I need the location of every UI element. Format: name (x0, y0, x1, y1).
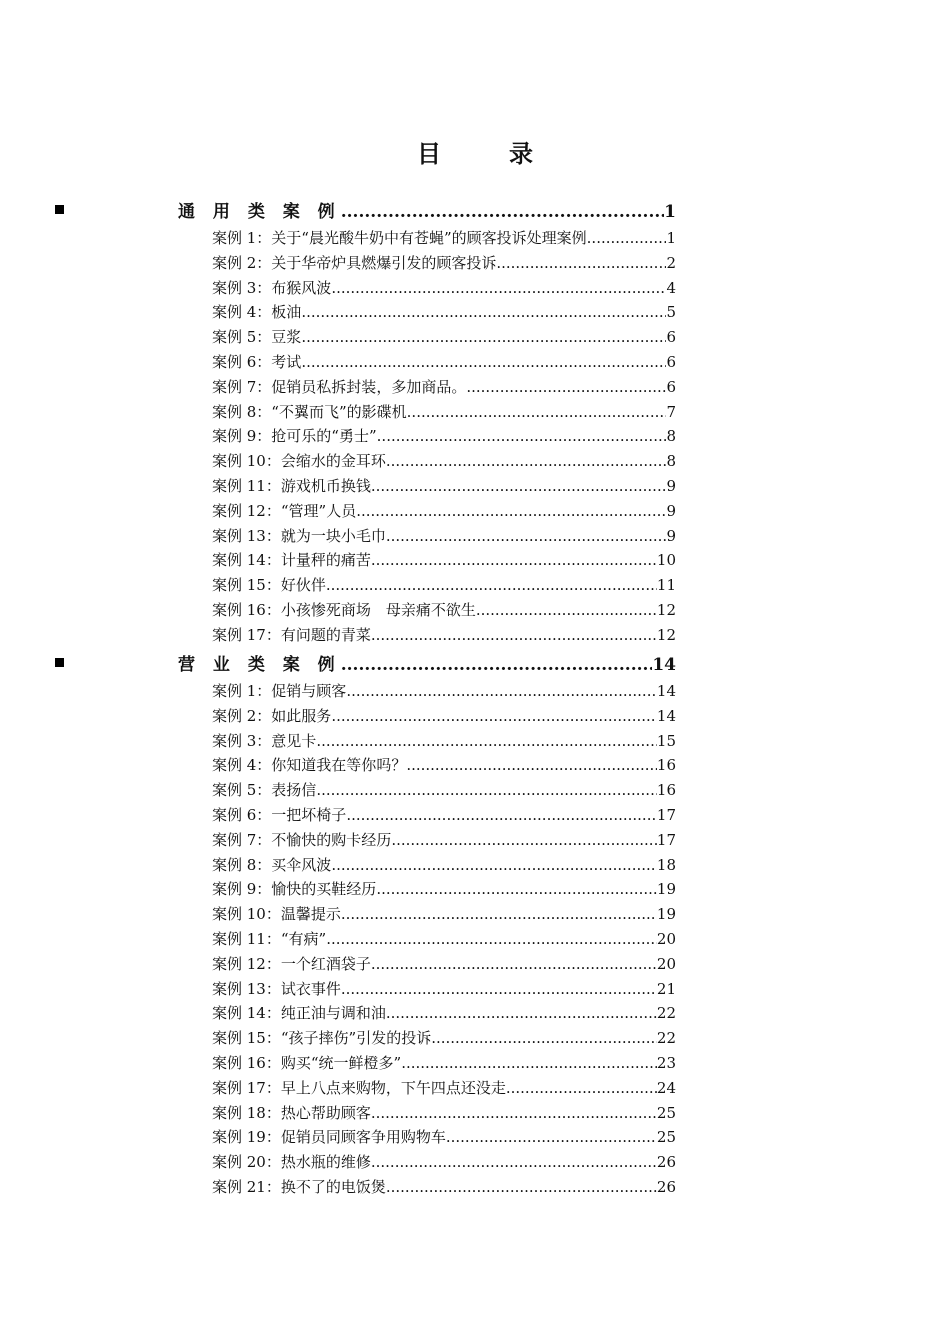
toc-entry[interactable] (212, 804, 676, 826)
toc-entry-page-number: 16 (656, 781, 676, 800)
dot-leader (587, 229, 667, 247)
toc-entry-page-number: 15 (656, 731, 676, 750)
toc-entry-title: 案例 2：关于华帝炉具燃爆引发的顾客投诉 (212, 253, 497, 272)
toc-entry-page-number: 12 (656, 601, 676, 619)
dot-leader (386, 452, 667, 470)
toc-entry-page-number: 11 (656, 576, 676, 595)
dot-leader (401, 1054, 657, 1072)
toc-entry[interactable] (212, 599, 676, 621)
dot-leader (341, 905, 657, 923)
dot-leader (301, 353, 666, 371)
toc-entry[interactable] (212, 376, 676, 398)
toc-entry[interactable] (212, 1102, 676, 1124)
toc-entry[interactable] (212, 978, 676, 1000)
toc-entry-page-number: 1 (666, 229, 676, 247)
toc-entry-page-number: 6 (666, 328, 676, 347)
toc-entry-page-number: 19 (656, 905, 676, 924)
dot-leader (371, 1104, 657, 1122)
toc-entry-title: 案例 19：促销员同顾客争用购物车 (212, 1128, 446, 1147)
toc-entry-title: 案例 11：游戏机币换钱 (212, 477, 371, 495)
toc-entry-page-number: 9 (666, 526, 676, 545)
toc-entry[interactable] (212, 425, 676, 447)
toc-entry-title: 案例 13：就为一块小毛巾 (212, 526, 386, 545)
toc-entry-title: 案例 3：意见卡 (212, 731, 317, 750)
dot-leader (346, 682, 657, 700)
toc-entry[interactable] (212, 301, 676, 323)
dot-leader (386, 1004, 657, 1022)
dot-leader (371, 1153, 657, 1171)
toc-entry-title: 案例 17：有问题的青菜 (212, 625, 371, 644)
dot-leader (316, 732, 657, 750)
toc-entry[interactable] (212, 277, 676, 299)
dot-leader (506, 1079, 657, 1097)
dot-leader (341, 655, 653, 675)
dot-leader (386, 527, 667, 545)
toc-entry-title: 案例 8：买伞风波 (212, 855, 332, 874)
toc-entry[interactable] (212, 878, 676, 900)
dot-leader (466, 378, 666, 396)
square-bullet-icon (55, 205, 64, 214)
section-page-number: 14 (652, 655, 676, 675)
toc-entry-title: 案例 1：关于“晨光酸牛奶中有苍蝇”的顾客投诉处理案例 (212, 229, 587, 247)
toc-entry-title: 案例 15：“孩子摔伤”引发的投诉 (212, 1029, 432, 1048)
dot-leader (331, 707, 657, 725)
dot-leader (326, 576, 657, 594)
dot-leader (371, 955, 657, 973)
section-title: 通 用 类 案 例 (178, 202, 341, 222)
toc-entry-title: 案例 15：好伙伴 (212, 576, 326, 595)
dot-leader (446, 1128, 657, 1146)
section-heading[interactable] (0, 650, 950, 674)
toc-entry-page-number: 4 (666, 278, 676, 297)
toc-entry-title: 案例 9：抢可乐的“勇士” (212, 427, 377, 446)
toc-entry[interactable] (212, 1126, 676, 1148)
toc-entry-title: 案例 4：你知道我在等你吗？ (212, 756, 407, 775)
toc-entry-page-number: 14 (656, 706, 676, 725)
toc-entry-title: 案例 9：愉快的买鞋经历 (212, 880, 377, 899)
toc-entry-title: 案例 16：小孩惨死商场 母亲痛不欲生 (212, 601, 476, 619)
toc-entry[interactable] (212, 829, 676, 851)
toc-entry-title: 案例 18：热心帮助顾客 (212, 1103, 371, 1122)
dot-leader (406, 756, 657, 774)
dot-leader (431, 1029, 657, 1047)
toc-entry-page-number: 9 (666, 501, 676, 520)
toc-entry-page-number: 26 (656, 1153, 676, 1172)
dot-leader (496, 254, 666, 272)
toc-entry-title: 案例 1：促销与顾客 (212, 682, 347, 700)
toc-entry[interactable] (212, 1176, 676, 1198)
square-bullet-icon (55, 658, 64, 667)
toc-entry-title: 案例 14：纯正油与调和油 (212, 1004, 386, 1023)
toc-entry-title: 案例 6：一把坏椅子 (212, 806, 347, 824)
dot-leader (407, 403, 667, 421)
toc-entry-page-number: 8 (666, 427, 676, 446)
toc-entry[interactable] (212, 549, 676, 571)
dot-leader (386, 1178, 657, 1196)
toc-entry[interactable] (212, 1151, 676, 1173)
toc-entry[interactable] (212, 854, 676, 876)
toc-entry[interactable] (212, 500, 676, 522)
toc-entry-title: 案例 7：促销员私拆封装，多加商品。 (212, 377, 467, 396)
toc-entry[interactable] (212, 705, 676, 727)
toc-entry-page-number: 26 (656, 1178, 676, 1196)
toc-entry[interactable] (212, 326, 676, 348)
toc-entry-page-number: 18 (656, 855, 676, 874)
toc-entry[interactable] (212, 351, 676, 373)
toc-entry-title: 案例 3：布猴风波 (212, 278, 332, 297)
toc-entry-title: 案例 5：豆浆 (212, 328, 302, 347)
dot-leader (341, 980, 657, 998)
toc-entry-title: 案例 16：购买“统一鲜橙多” (212, 1054, 402, 1072)
toc-entry-page-number: 22 (656, 1004, 676, 1023)
toc-entry-title: 案例 11：“有病” (212, 930, 327, 948)
dot-leader (476, 601, 657, 619)
toc-entry-title: 案例 20：热水瓶的维修 (212, 1153, 371, 1172)
dot-leader (326, 930, 657, 948)
toc-entry-page-number: 22 (656, 1029, 676, 1048)
toc-entry[interactable] (212, 903, 676, 925)
toc-entry-title: 案例 6：考试 (212, 353, 302, 371)
toc-entry-title: 案例 7：不愉快的购卡经历 (212, 830, 392, 849)
toc-entry-title: 案例 10：会缩水的金耳环 (212, 452, 386, 471)
toc-entry-page-number: 25 (656, 1103, 676, 1122)
toc-entry-page-number: 17 (656, 806, 676, 824)
dot-leader (341, 202, 664, 222)
toc-entry[interactable] (212, 928, 676, 950)
toc-entry-title: 案例 4：板油 (212, 303, 302, 322)
toc-entry-page-number: 2 (666, 253, 676, 272)
toc-entry-title: 案例 21：换不了的电饭煲 (212, 1178, 386, 1196)
toc-entry-page-number: 20 (656, 930, 676, 948)
dot-leader (316, 781, 657, 799)
toc-entry[interactable] (212, 1077, 676, 1099)
toc-entry[interactable] (212, 450, 676, 472)
toc-entry[interactable] (212, 525, 676, 547)
toc-entry-page-number: 14 (656, 682, 676, 700)
section-title: 营 业 类 案 例 (178, 655, 341, 675)
toc-entry[interactable] (212, 227, 676, 249)
toc-entry-page-number: 9 (666, 477, 676, 495)
toc-entry-page-number: 6 (666, 377, 676, 396)
section-page-number: 1 (664, 202, 676, 222)
section-line (178, 650, 676, 674)
dot-leader (346, 806, 657, 824)
dot-leader (356, 502, 666, 520)
toc-entry-title: 案例 13：试衣事件 (212, 979, 341, 998)
toc-entry-title: 案例 12：“管理”人员 (212, 501, 357, 520)
dot-leader (391, 831, 657, 849)
toc-entry[interactable] (212, 252, 676, 274)
dot-leader (371, 477, 667, 495)
toc-entry[interactable] (212, 680, 676, 702)
toc-entry-page-number: 5 (666, 303, 676, 322)
dot-leader (371, 626, 657, 644)
section-heading[interactable] (0, 197, 950, 221)
toc-entry-page-number: 6 (666, 353, 676, 371)
toc-entry[interactable] (212, 574, 676, 596)
toc-entry[interactable] (212, 401, 676, 423)
toc-entry-page-number: 7 (666, 402, 676, 421)
page-title: 目 录 (417, 140, 555, 168)
dot-leader (371, 551, 657, 569)
toc-entry[interactable] (212, 730, 676, 752)
toc-entry[interactable] (212, 754, 676, 776)
toc-entry[interactable] (212, 1052, 676, 1074)
toc-entry-page-number: 23 (656, 1054, 676, 1072)
dot-leader (331, 856, 657, 874)
toc-entry[interactable] (212, 1027, 676, 1049)
dot-leader (376, 880, 657, 898)
toc-entry[interactable] (212, 779, 676, 801)
toc-entry-page-number: 21 (656, 979, 676, 998)
toc-entry-page-number: 24 (656, 1078, 676, 1097)
toc-entry-page-number: 16 (656, 756, 676, 775)
toc-entry[interactable] (212, 475, 676, 497)
section-line (178, 197, 676, 221)
toc-entry-page-number: 19 (656, 880, 676, 899)
toc-entry-title: 案例 10：温馨提示 (212, 905, 341, 924)
toc-entry-page-number: 8 (666, 452, 676, 471)
dot-leader (377, 427, 667, 445)
toc-entry[interactable] (212, 1002, 676, 1024)
toc-entry-title: 案例 8：“不翼而飞”的影碟机 (212, 402, 407, 421)
toc-entry-page-number: 25 (656, 1128, 676, 1147)
toc-entry-page-number: 10 (656, 551, 676, 570)
toc-entry-page-number: 20 (656, 954, 676, 973)
dot-leader (331, 279, 666, 297)
toc-entry-page-number: 17 (656, 830, 676, 849)
toc-entry-title: 案例 12：一个红酒袋子 (212, 954, 371, 973)
toc-entry-page-number: 12 (656, 625, 676, 644)
toc-entry-title: 案例 5：表扬信 (212, 781, 317, 800)
toc-entry-title: 案例 14：计量秤的痛苦 (212, 551, 371, 570)
dot-leader (301, 328, 666, 346)
toc-entry-title: 案例 2：如此服务 (212, 706, 332, 725)
dot-leader (301, 303, 666, 321)
toc-entry[interactable] (212, 953, 676, 975)
toc-entry[interactable] (212, 624, 676, 646)
toc-entry-title: 案例 17：早上八点来购物，下午四点还没走 (212, 1078, 506, 1097)
